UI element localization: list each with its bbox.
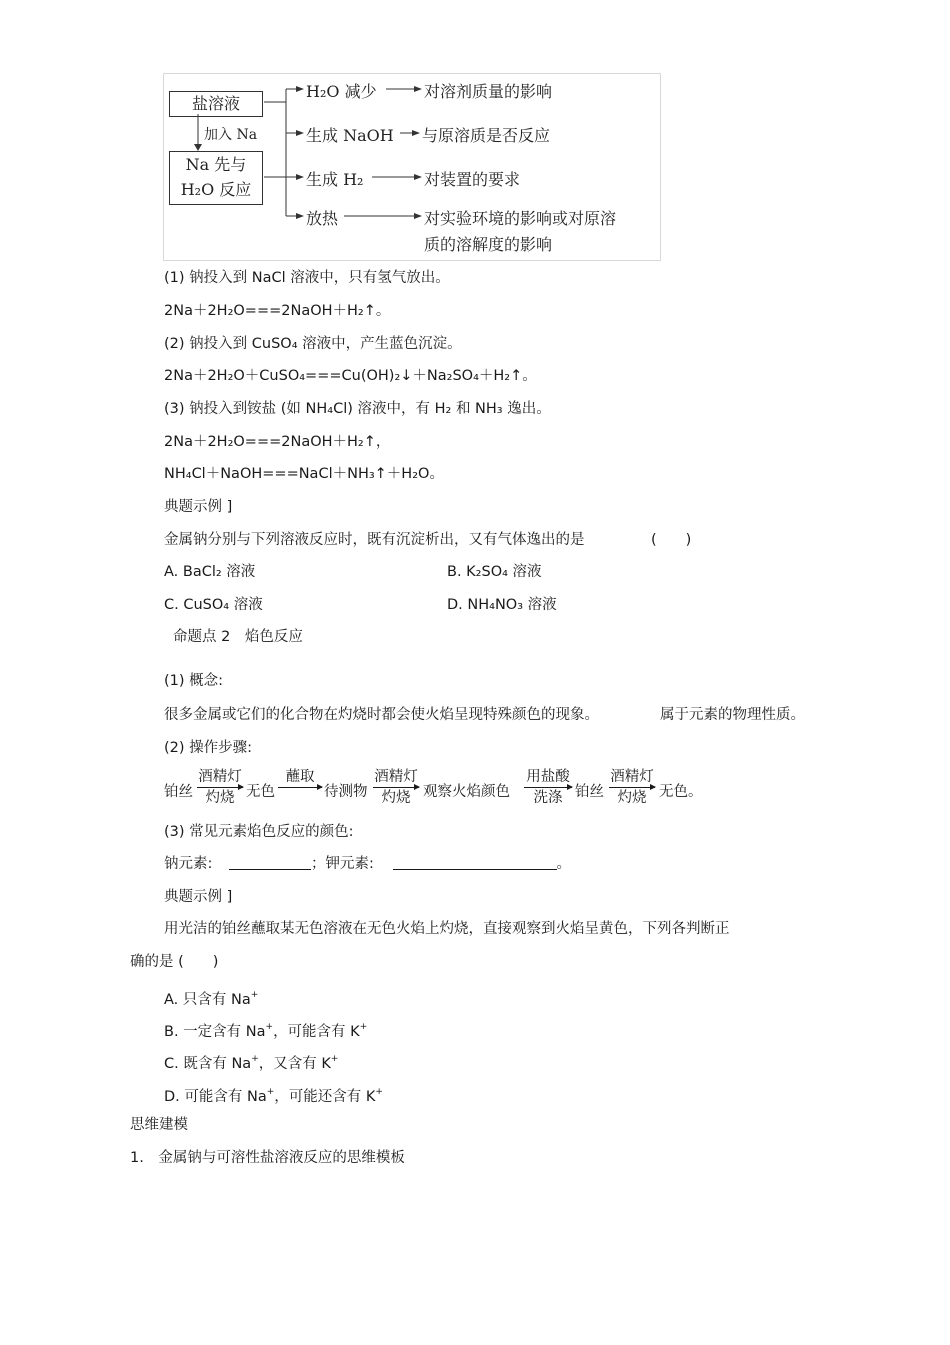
arrow-2-line bbox=[278, 787, 322, 788]
choice-c-text-2: ，又含有 K bbox=[258, 1056, 331, 1072]
period: 。 bbox=[556, 856, 571, 872]
step-platinum-2: 铂丝 bbox=[575, 784, 604, 800]
concept-text: 很多金属或它们的化合物在灼烧时都会使火焰呈现特殊颜色的现象。 bbox=[164, 707, 599, 723]
concept-text-2: 属于元素的物理性质。 bbox=[660, 707, 805, 723]
choice-a bbox=[164, 985, 258, 1010]
branch-1-right: 对溶剂质量的影响 bbox=[424, 82, 553, 101]
option-c: C. CuSO₄ 溶液 bbox=[164, 597, 263, 613]
equation-1: 2Na＋2H₂O===2NaOH＋H₂↑。 bbox=[164, 303, 391, 319]
arrow-3-line bbox=[373, 787, 419, 788]
k-charge: + bbox=[359, 1022, 368, 1032]
k-charge: + bbox=[330, 1054, 339, 1064]
steps-label: (2) 操作步骤: bbox=[164, 740, 253, 756]
choice-d-text: D. 可能含有 Na bbox=[164, 1089, 267, 1105]
k-charge: + bbox=[375, 1087, 383, 1097]
arrow-step-3 bbox=[373, 768, 419, 807]
potassium-label: ；钾元素: bbox=[311, 856, 374, 872]
branch-4-right: 对实验环境的影响或对原溶 bbox=[424, 209, 617, 228]
choice-b bbox=[164, 1017, 367, 1042]
na-water-box bbox=[169, 151, 263, 205]
branch-4-left: 放热 bbox=[306, 209, 339, 228]
choice-d bbox=[164, 1082, 383, 1107]
branch-3-right: 对装置的要求 bbox=[424, 170, 521, 189]
step-colorless-2: 无色。 bbox=[659, 784, 703, 800]
arrow-1-bot: 灼烧 bbox=[205, 790, 235, 806]
example-heading-1: 典题示例 ] bbox=[164, 499, 233, 515]
thinking-model-heading: 思维建模 bbox=[130, 1117, 188, 1133]
choice-c-text: C. 既含有 Na bbox=[164, 1056, 252, 1072]
step-observe: 观察火焰颜色 bbox=[423, 784, 510, 800]
arrow-5-top: 酒精灯 bbox=[610, 769, 654, 785]
step-colorless-1: 无色 bbox=[246, 784, 275, 800]
text-line-1: (1) 钠投入到 NaCl 溶液中，只有氢气放出。 bbox=[164, 270, 450, 286]
section-heading-2: 命题点 2 焰色反应 bbox=[173, 629, 303, 645]
branch-4-right-2: 质的溶解度的影响 bbox=[424, 235, 553, 254]
step-sample: 待测物 bbox=[324, 784, 368, 800]
text-line-2: (2) 钠投入到 CuSO₄ 溶液中，产生蓝色沉淀。 bbox=[164, 336, 462, 352]
option-d: D. NH₄NO₃ 溶液 bbox=[447, 597, 557, 613]
sodium-label: 钠元素: bbox=[164, 856, 213, 872]
arrow-1-top: 酒精灯 bbox=[198, 769, 242, 785]
na-charge: + bbox=[250, 990, 259, 1000]
na-charge: + bbox=[266, 1087, 275, 1097]
arrow-3-bot: 灼烧 bbox=[381, 790, 411, 806]
salt-solution-box bbox=[169, 91, 263, 117]
question-2-cont: 确的是 ( ) bbox=[130, 954, 219, 970]
arrow-step-2 bbox=[278, 768, 322, 789]
sodium-blank[interactable] bbox=[229, 855, 311, 870]
arrow-step-5 bbox=[609, 768, 655, 807]
na-charge: + bbox=[265, 1022, 274, 1032]
flame-blanks-line bbox=[164, 854, 571, 874]
flame-colors-label: (3) 常见元素焰色反应的颜色: bbox=[164, 824, 354, 840]
equation-4: NH₄Cl＋NaOH===NaCl＋NH₃↑＋H₂O。 bbox=[164, 466, 444, 482]
option-b: B. K₂SO₄ 溶液 bbox=[447, 564, 542, 580]
arrow-step-4 bbox=[524, 768, 572, 807]
arrow-step-1 bbox=[197, 768, 243, 807]
question-2: 用光洁的铂丝蘸取某无色溶液在无色火焰上灼烧，直接观察到火焰呈黄色，下列各判断正 bbox=[164, 921, 730, 937]
arrow-4-bot: 洗涤 bbox=[533, 790, 563, 806]
arrow-2-top: 蘸取 bbox=[285, 769, 315, 785]
text-line-3: (3) 钠投入到铵盐 (如 NH₄Cl) 溶液中，有 H₂ 和 NH₃ 逸出。 bbox=[164, 401, 551, 417]
question-1-paren: ( ) bbox=[651, 532, 692, 548]
concept-label: (1) 概念: bbox=[164, 673, 224, 689]
box2-line2: H₂O 反应 bbox=[180, 180, 252, 199]
equation-2: 2Na＋2H₂O＋CuSO₄===Cu(OH)₂↓＋Na₂SO₄＋H₂↑。 bbox=[164, 368, 537, 384]
choice-b-text-2: ，可能含有 K bbox=[273, 1024, 360, 1040]
arrow-1-line bbox=[197, 787, 243, 788]
question-1: 金属钠分别与下列溶液反应时，既有沉淀析出，又有气体逸出的是 bbox=[164, 532, 585, 548]
arrow-4-top: 用盐酸 bbox=[526, 769, 570, 785]
reaction-flow-diagram bbox=[163, 73, 661, 261]
arrow-4-line bbox=[524, 787, 572, 788]
step-platinum-1: 铂丝 bbox=[164, 784, 193, 800]
model-item-1: 1. 金属钠与可溶性盐溶液反应的思维模板 bbox=[130, 1150, 405, 1166]
choice-a-text: A. 只含有 Na bbox=[164, 992, 251, 1008]
arrow-5-bot: 灼烧 bbox=[617, 790, 647, 806]
box1-label: 盐溶液 bbox=[191, 94, 240, 113]
choice-b-text: B. 一定含有 Na bbox=[164, 1024, 266, 1040]
box2-line1: Na 先与 bbox=[185, 155, 247, 174]
na-charge: + bbox=[251, 1054, 259, 1064]
choice-d-text-2: ，可能还含有 K bbox=[274, 1089, 376, 1105]
arrow-5-line bbox=[609, 787, 655, 788]
choice-c bbox=[164, 1049, 338, 1074]
branch-3-left: 生成 H₂ bbox=[306, 170, 364, 189]
add-na-label: 加入 Na bbox=[204, 127, 258, 143]
option-a: A. BaCl₂ 溶液 bbox=[164, 564, 256, 580]
potassium-blank[interactable] bbox=[393, 855, 557, 870]
branch-1-left: H₂O 减少 bbox=[306, 82, 377, 101]
arrow-3-top: 酒精灯 bbox=[374, 769, 418, 785]
branch-2-right: 与原溶质是否反应 bbox=[422, 126, 551, 145]
example-heading-2: 典题示例 ] bbox=[164, 889, 233, 905]
equation-3: 2Na＋2H₂O===2NaOH＋H₂↑， bbox=[164, 434, 391, 450]
branch-2-left: 生成 NaOH bbox=[306, 126, 394, 145]
